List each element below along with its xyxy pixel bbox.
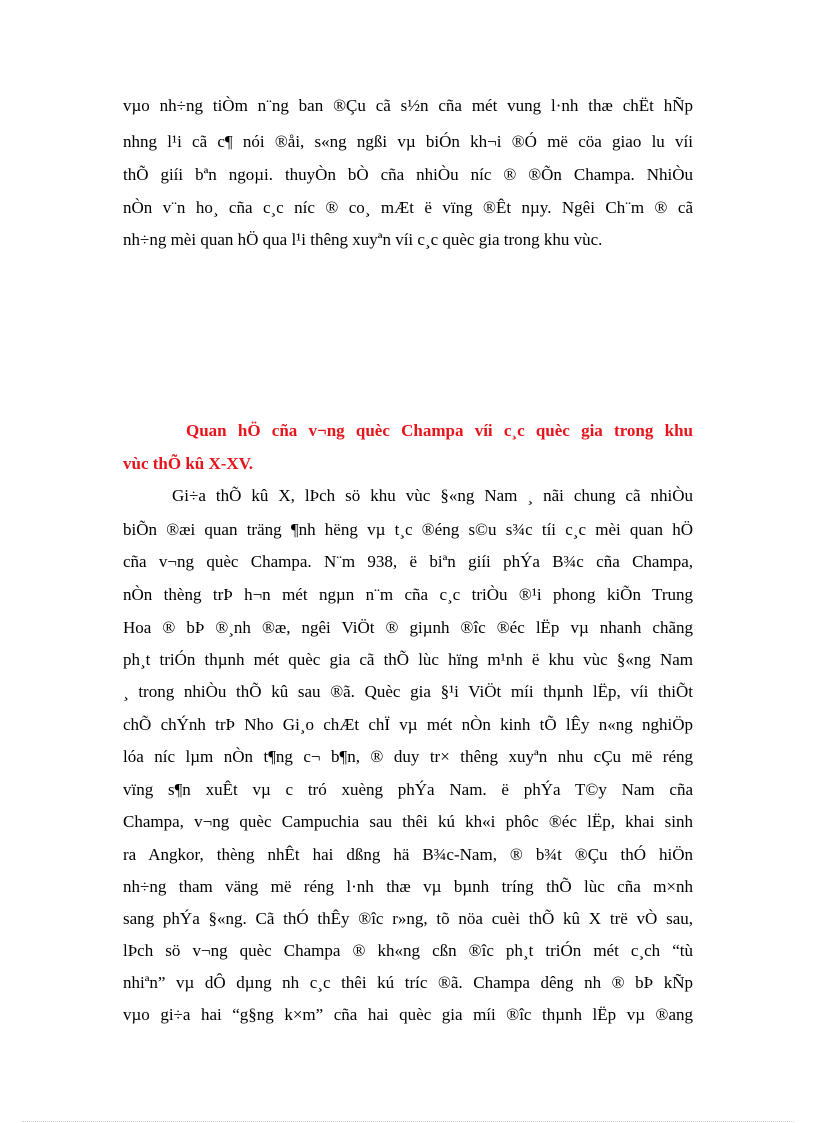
text-line: vµo gi÷a hai “g§ng k×m” cña hai quèc gia míi ®îc thµnh lËp vµ ®ang xyxy=(123,1005,693,1024)
text-line: nh÷ng tham väng më réng l·nh thæ vµ bµnh tríng thÕ lùc cña m×nh xyxy=(123,877,693,896)
text-line: nÒn thèng trÞ h¬n mét ngµn n¨m cña c¸c triÒu ®¹i phong kiÕn Trung xyxy=(123,585,693,604)
text-line: ra Angkor, thèng nhÊt hai dßng hä B¾c-Nam, ® b¾t ®Çu thÓ hiÖn xyxy=(123,845,693,864)
text-line: sang phÝa §«ng. Cã thÓ thÊy ®îc r»ng, tõ nöa cuèi thÕ kû X trë vÒ sau, xyxy=(123,909,693,928)
text-line: nÒn v¨n ho¸ cña c¸c níc ® co¸ mÆt ë vïng ®Êt nµy. Ngêi Ch¨m ® cã xyxy=(123,198,693,217)
text-line: lÞch sö v¬ng quèc Champa ® kh«ng cßn ®îc ph¸t triÓn mét c¸ch “tù xyxy=(123,941,693,960)
text-line: ¸ trong nhiÒu thÕ kû sau ®ã. Quèc gia §¹i ViÖt míi thµnh lËp, víi thiÕt xyxy=(123,682,693,701)
text-line: vïng s¶n xuÊt vµ c tró xuèng phÝa Nam. ë phÝa T©y Nam cña xyxy=(123,780,693,799)
text-line: cña v¬ng quèc Champa. N¨m 938, ë biªn giíi phÝa B¾c cña Champa, xyxy=(123,552,693,571)
text-line: nhng l¹i cã c¶ nói ®åi, s«ng ngßi vµ biÓn kh¬i ®Ó më cöa giao lu víi xyxy=(123,132,693,151)
text-line: ph¸t triÓn thµnh mét quèc gia cã thÕ lùc hïng m¹nh ë khu vùc §«ng Nam xyxy=(123,650,693,669)
page-bottom-divider xyxy=(22,1121,794,1122)
text-line: nhiªn” vµ dÔ dµng nh c¸c thêi kú tríc ®ã. Champa dêng nh ® bÞ kÑp xyxy=(123,973,693,992)
text-line: biÕn ®æi quan träng ¶nh hëng vµ t¸c ®éng s©u s¾c tíi c¸c mèi quan hÖ xyxy=(123,520,693,539)
text-line: Hoa ® bÞ ®¸nh ®æ, ngêi ViÖt ® giµnh ®îc ®éc lËp vµ nhanh chãng xyxy=(123,618,693,637)
text-line: thÕ giíi bªn ngoµi. thuyÒn bÒ cña nhiÒu níc ® ®Õn Champa. NhiÒu xyxy=(123,165,693,184)
text-line: Gi÷a thÕ kû X, lÞch sö khu vùc §«ng Nam ¸ nãi chung cã nhiÒu xyxy=(172,486,693,505)
text-line: lóa níc lµm nÒn t¶ng c¬ b¶n, ® duy tr× thêng xuyªn nhu cÇu më réng xyxy=(123,747,693,766)
text-line: nh÷ng mèi quan hÖ qua l¹i thêng xuyªn víi c¸c quèc gia trong khu vùc. xyxy=(123,230,603,249)
text-line: chÕ chÝnh trÞ Nho Gi¸o chÆt chÏ vµ mét nÒn kinh tÕ lÊy n«ng nghiÖp xyxy=(123,715,693,734)
text-line: Champa, v¬ng quèc Campuchia sau thêi kú kh«i phôc ®éc lËp, khai sinh xyxy=(123,812,693,831)
heading-line: Quan hÖ cña v¬ng quèc Champa víi c¸c quèc gia trong khu xyxy=(186,421,693,440)
heading-line: vùc thÕ kû X-XV. xyxy=(123,454,254,473)
text-line: vµo nh÷ng tiÒm n¨ng ban ®Çu cã s½n cña mét vung l·nh thæ chËt hÑp xyxy=(123,96,693,115)
